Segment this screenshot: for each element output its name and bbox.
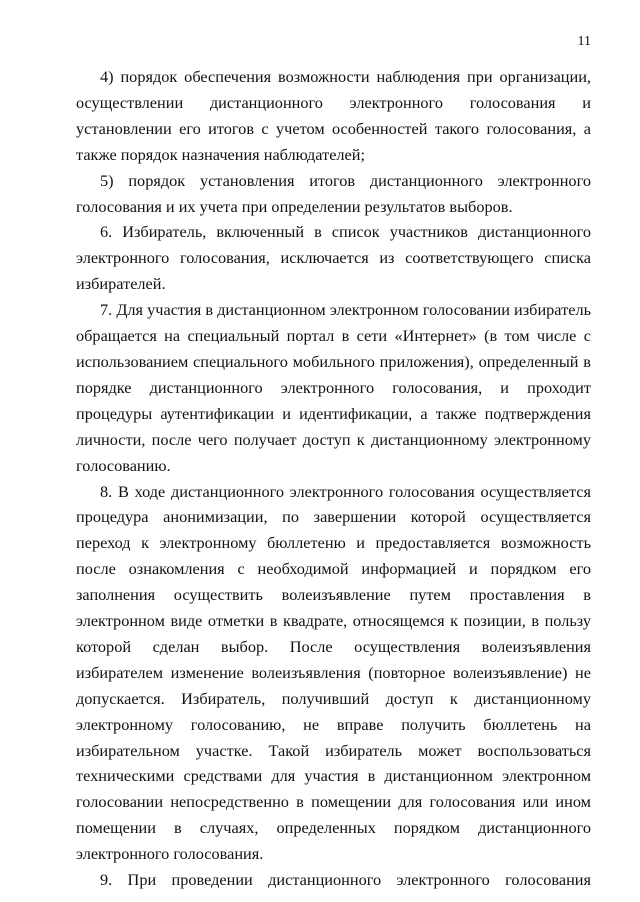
page-number: 11: [577, 34, 591, 49]
document-body: [76, 64, 591, 893]
paragraph-item-6: 6. Избиратель, включенный в список участников дистанционного электронного голосования, исключается из соответствующего списка избирателей.: [76, 222, 591, 294]
paragraph-item-9: 9. При проведении дистанционного электронного голосования: [100, 870, 591, 890]
paragraph-item-8: 8. В ходе дистанционного электронного голосования осуществляется процедура анонимизации, по завершении которой осуществляется переход к электронному бюллетеню и предоставляется возможность после ознакомления с необходимой информацией и порядком его заполнения осуществить волеизъявление путем проставления в электронном виде отметки в квадрате, относящемся к позиции, в пользу которой сделан выбор. После осуществления волеизъявления избирателем изменение волеизъявления (повторное волеизъявление) не допускается. Избиратель, получивший доступ к дистанционному электронному голосованию, не вправе получить бюллетень на избирательном участке. Такой избиратель может воспользоваться техническими средствами для участия в дистанционном электронном голосовании непосредственно в помещении для голосования или ином помещении в случаях, определенных порядком дистанционного электронного голосования.: [76, 481, 591, 864]
paragraph-item-5: 5) порядок установления итогов дистанционного электронного голосования и их учета при определении результатов выборов.: [76, 170, 591, 216]
paragraph-item-4: 4) порядок обеспечения возможности наблюдения при организации, осуществлении дистанционного электронного голосования и установлении его итогов с учетом особенностей такого голосования, а также порядок назначения наблюдателей;: [76, 67, 591, 164]
paragraph-item-7: 7. Для участия в дистанционном электронном голосовании избиратель обращается на специальный портал в сети «Интернет» (в том числе с использованием специального мобильного приложения), определенный в порядке дистанционного электронного голосования, и проходит процедуры аутентификации и идентификации, а также подтверждения личности, после чего получает доступ к дистанционному электронному голосованию.: [76, 300, 591, 475]
